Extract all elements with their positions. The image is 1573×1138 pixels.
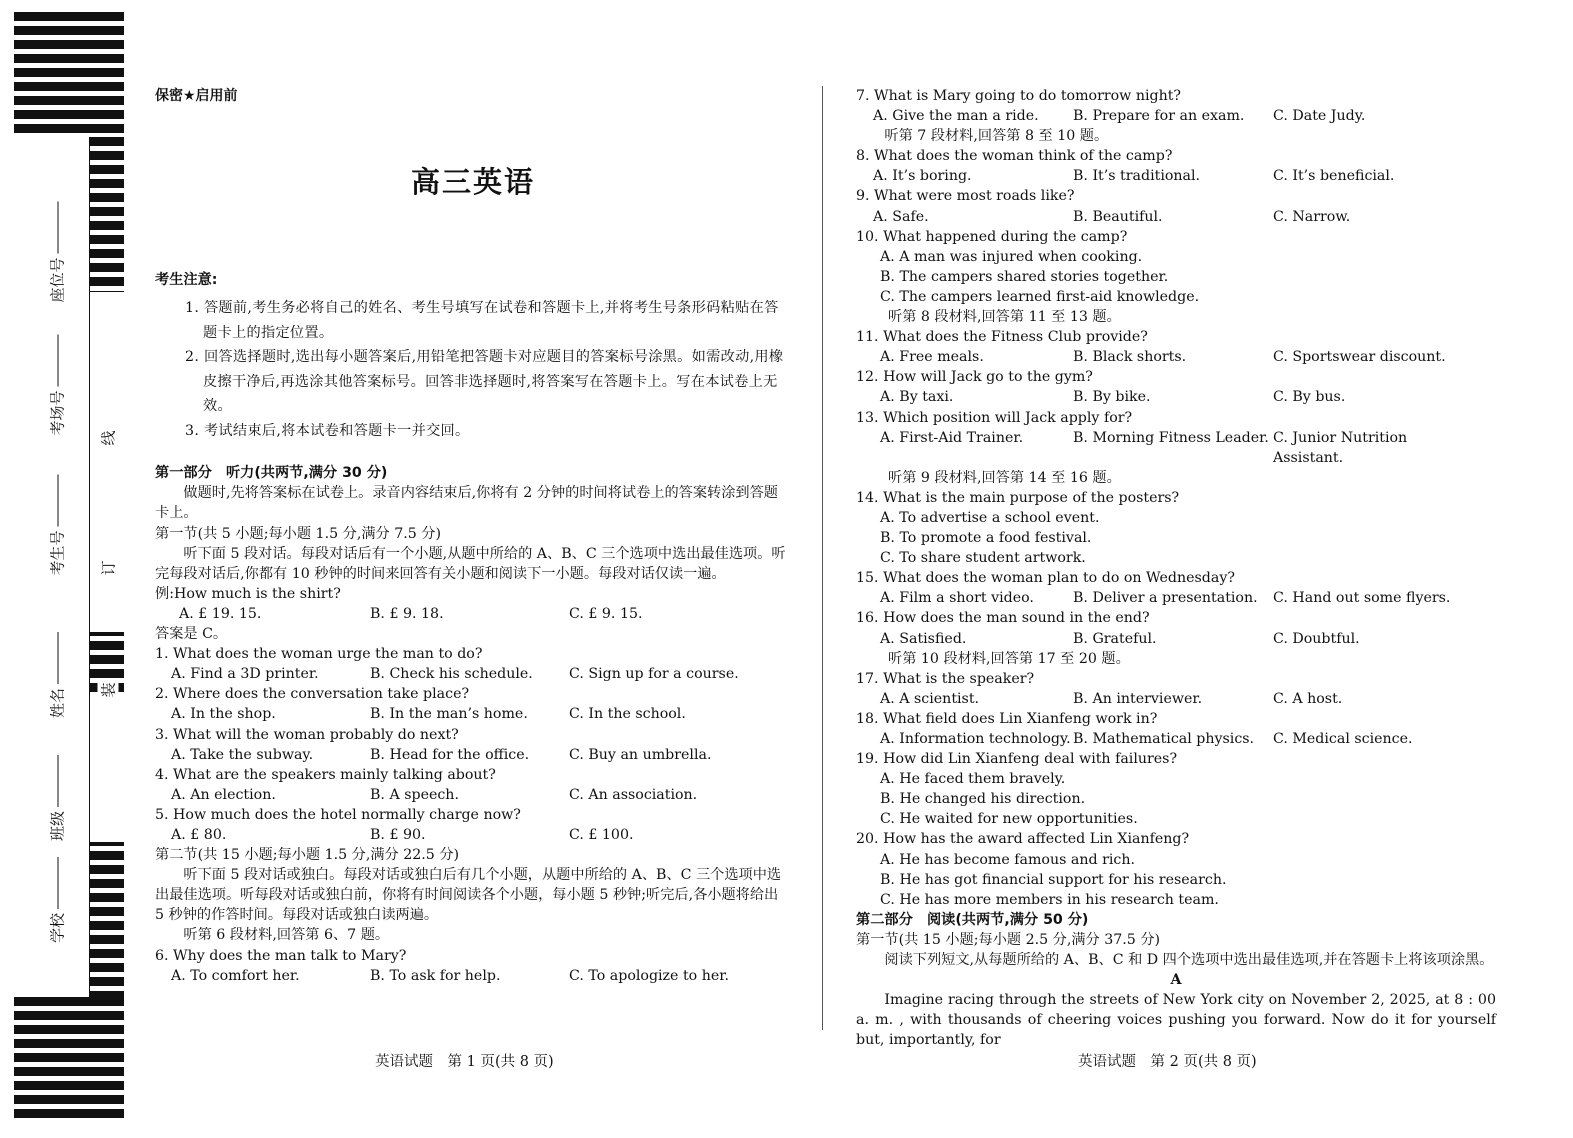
- question-options: [856, 106, 1496, 126]
- option: C. To share student artwork.: [880, 550, 1086, 567]
- question-10: [856, 227, 1496, 307]
- question-text: 11. What does the Fitness Club provide?: [856, 329, 1148, 346]
- section1-intro: 听下面 5 段对话。每段对话后有一个小题,从题中所给的 A、B、C 三个选项中选出最佳选项。听完每段对话后,你都有 10 秒钟的时间来回答有关小题和阅读下一小题。每段对话仅读一遍。: [155, 545, 786, 582]
- option: A. Take the subway.: [171, 746, 314, 763]
- school-label: 学校: [47, 857, 68, 943]
- question-11: [856, 327, 1496, 367]
- option: C. Medical science.: [1273, 731, 1413, 747]
- seat-number-label: 座位号: [47, 201, 68, 302]
- material-9-note: 听第 9 段材料,回答第 14 至 16 题。: [888, 469, 1121, 486]
- question-text: 15. What does the woman plan to do on Wednesday?: [856, 570, 1235, 587]
- question-text: 3. What will the woman probably do next?: [155, 726, 459, 743]
- exam-title: 高三英语: [410, 165, 535, 200]
- passage-label: A: [1170, 972, 1182, 989]
- exam-room-label: 考场号: [47, 334, 68, 435]
- option: B. Head for the office.: [370, 746, 530, 763]
- name-label: 姓名: [47, 632, 68, 718]
- option: B. It’s traditional.: [1073, 168, 1201, 185]
- option: C. Buy an umbrella.: [569, 746, 712, 763]
- option: C. The campers learned first-aid knowledge.: [880, 288, 1200, 305]
- question-text: 5. How much does the hotel normally charge now?: [155, 806, 521, 823]
- question-text: 8. What does the woman think of the camp?: [856, 148, 1173, 165]
- page-2-column: [856, 86, 1496, 1051]
- option: A. Film a short video.: [880, 590, 1034, 607]
- example-answer: 答案是 C。: [155, 626, 228, 643]
- question-12: [856, 367, 1496, 407]
- part2-intro: 阅读下列短文,从每题所给的 A、B、C 和 D 四个选项中选出最佳选项,并在答题卡上将该项涂黑。: [884, 952, 1494, 969]
- option: B. A speech.: [370, 786, 459, 803]
- material-7-note: 听第 7 段材料,回答第 8 至 10 题。: [884, 128, 1109, 145]
- question-text: 17. What is the speaker?: [856, 670, 1035, 687]
- option: A. A man was injured when cooking.: [880, 248, 1143, 265]
- option: A. To comfort her.: [171, 967, 300, 984]
- option: A. Find a 3D printer.: [171, 666, 319, 683]
- question-9: [856, 186, 1496, 226]
- option: B. By bike.: [1073, 389, 1151, 406]
- option: C. To apologize to her.: [569, 967, 729, 984]
- question-options: [155, 704, 791, 724]
- option: B. Morning Fitness Leader.: [1073, 429, 1269, 446]
- question-options: [155, 664, 791, 684]
- question-5: [155, 805, 791, 845]
- option: B. Grateful.: [1073, 630, 1157, 647]
- question-options: [155, 785, 791, 805]
- option: A. He has become famous and rich.: [880, 851, 1135, 868]
- option: A. An election.: [171, 786, 276, 803]
- option: B. In the man’s home.: [370, 706, 528, 723]
- notice-item: 1. 答题前,考生务必将自己的姓名、考生号填写在试卷和答题卡上,并将考生号条形码粘贴在答题卡上的指定位置。: [185, 300, 779, 341]
- question-text: 9. What were most roads like?: [856, 188, 1075, 205]
- material-8-note: 听第 8 段材料,回答第 11 至 13 题。: [888, 309, 1121, 326]
- question-options: [856, 347, 1496, 367]
- cut-mark-fix: 装: [98, 679, 119, 700]
- question-text: 7. What is Mary going to do tomorrow night?: [856, 88, 1182, 104]
- question-options: [856, 729, 1496, 749]
- question-18: [856, 709, 1496, 749]
- question-20: [856, 829, 1496, 909]
- question-16: [856, 608, 1496, 648]
- material-10-note: 听第 10 段材料,回答第 17 至 20 题。: [888, 650, 1130, 667]
- option: B. Mathematical physics.: [1073, 731, 1255, 747]
- question-2: [155, 684, 791, 724]
- candidate-number-label: 考生号: [47, 474, 68, 575]
- example-options: [155, 604, 791, 624]
- option: C. Sportswear discount.: [1273, 349, 1446, 366]
- section2-heading: 第二节(共 15 小题;每小题 1.5 分,满分 22.5 分): [155, 847, 460, 864]
- example-question: 例:How much is the shirt?: [155, 585, 341, 602]
- notice-heading: 考生注意:: [155, 272, 218, 289]
- option: C. £ 100.: [569, 826, 634, 843]
- cut-mark-bind: 订: [98, 557, 119, 578]
- option: B. Black shorts.: [1073, 349, 1187, 366]
- option: A. Give the man a ride.: [873, 108, 1039, 125]
- passage-text: Imagine racing through the streets of New York city on November 2, 2025, at 8 : 00 a. m. , with thousands of cheering voices pushing you forward. Now do it for yourself but, importantly, for: [856, 992, 1496, 1049]
- question-text: 2. Where does the conversation take place?: [155, 686, 470, 703]
- question-3: [155, 725, 791, 765]
- question-text: 12. How will Jack go to the gym?: [856, 369, 1093, 386]
- material-6-note: 听第 6 段材料,回答第 6、7 题。: [183, 927, 390, 944]
- notice-list: [155, 296, 791, 443]
- part1-heading: 第一部分 听力(共两节,满分 30 分): [155, 465, 388, 482]
- option: C. He has more members in his research team.: [880, 891, 1219, 908]
- part2-heading: 第二部分 阅读(共两节,满分 50 分): [856, 911, 1089, 928]
- question-options: [856, 166, 1496, 186]
- option: C. Junior Nutrition Assistant.: [1273, 429, 1408, 466]
- question-4: [155, 765, 791, 805]
- option: A. Free meals.: [880, 349, 984, 366]
- option: A. Safe.: [873, 208, 929, 225]
- notice-item: 3. 考试结束后,将本试卷和答题卡一并交回。: [185, 422, 470, 439]
- question-options: [155, 966, 791, 986]
- question-options: [155, 745, 791, 765]
- option: B. To promote a food festival.: [880, 530, 1092, 547]
- question-text: 18. What field does Lin Xianfeng work in?: [856, 710, 1158, 727]
- part1-intro: 做题时,先将答案标在试卷上。录音内容结束后,你将有 2 分钟的时间将试卷上的答案转涂到答题卡上。: [155, 485, 778, 522]
- page-2-footer: 英语试题 第 2 页(共 8 页): [1078, 1054, 1257, 1070]
- option: B. £ 90.: [370, 826, 426, 843]
- question-text: 20. How has the award affected Lin Xianfeng?: [856, 831, 1190, 848]
- question-options: [856, 207, 1496, 227]
- question-text: 1. What does the woman urge the man to do?: [155, 646, 483, 663]
- option: B. He changed his direction.: [880, 791, 1086, 808]
- option: C. Narrow.: [1273, 208, 1351, 225]
- question-text: 4. What are the speakers mainly talking about?: [155, 766, 496, 783]
- section2-intro: 听下面 5 段对话或独白。每段对话或独白后有几个小题，从题中所给的 A、B、C 三个选项中选出最佳选项。听每段对话或独白前，你将有时间阅读各个小题，每小题 5 秒钟;听完后,各小题将给出 5 秒钟的作答时间。每段对话或独白读两遍。: [155, 867, 782, 924]
- option: A. Information technology.: [880, 731, 1071, 747]
- question-17: [856, 669, 1496, 709]
- question-19: [856, 749, 1496, 829]
- option: A. £ 80.: [171, 826, 227, 843]
- question-options: [155, 825, 791, 845]
- option: C. A host.: [1273, 690, 1343, 707]
- option: B. The campers shared stories together.: [880, 268, 1169, 285]
- class-label: 班级: [47, 755, 68, 841]
- question-text: 14. What is the main purpose of the posters?: [856, 489, 1180, 506]
- part2-section1-heading: 第一节(共 15 小题;每小题 2.5 分,满分 37.5 分): [856, 931, 1161, 948]
- question-15: [856, 568, 1496, 608]
- question-1: [155, 644, 791, 684]
- column-divider: [822, 86, 823, 1030]
- option: C. Date Judy.: [1273, 108, 1366, 125]
- question-7: [856, 86, 1496, 126]
- question-options: [856, 689, 1496, 709]
- binding-stripe-top: [14, 12, 124, 137]
- option: A. By taxi.: [880, 389, 954, 406]
- option: B. Prepare for an exam.: [1073, 108, 1245, 125]
- option: A. He faced them bravely.: [880, 771, 1066, 788]
- option: B. Beautiful.: [1073, 208, 1163, 225]
- option: A. To advertise a school event.: [880, 509, 1100, 526]
- question-text: 19. How did Lin Xianfeng deal with failures?: [856, 751, 1178, 768]
- option: A. £ 19. 15.: [179, 605, 262, 622]
- option: C. Sign up for a course.: [569, 666, 739, 683]
- question-text: 6. Why does the man talk to Mary?: [155, 947, 407, 964]
- question-text: 10. What happened during the camp?: [856, 228, 1128, 245]
- question-13: [856, 408, 1496, 468]
- option: B. Check his schedule.: [370, 666, 533, 683]
- option: A. A scientist.: [880, 690, 980, 707]
- page-1-column: [155, 86, 791, 986]
- option: A. First-Aid Trainer.: [880, 429, 1024, 446]
- option: B. Deliver a presentation.: [1073, 590, 1258, 607]
- cut-mark-line: 线: [98, 427, 119, 448]
- option: C. In the school.: [569, 706, 686, 723]
- question-6: [155, 946, 791, 986]
- binding-stripe-bottom: [14, 997, 124, 1123]
- question-text: 16. How does the man sound in the end?: [856, 610, 1150, 627]
- option: A. Satisfied.: [880, 630, 967, 647]
- option: C. Hand out some flyers.: [1273, 590, 1451, 607]
- question-14: [856, 488, 1496, 568]
- option: B. He has got financial support for his research.: [880, 871, 1227, 888]
- question-options: [856, 387, 1496, 407]
- confidential-mark: 保密★启用前: [155, 88, 238, 104]
- option: C. £ 9. 15.: [569, 605, 643, 622]
- option: C. Doubtful.: [1273, 630, 1360, 647]
- option: C. He waited for new opportunities.: [880, 811, 1138, 828]
- option: B. To ask for help.: [370, 967, 501, 984]
- option: A. In the shop.: [171, 706, 276, 723]
- question-options: [856, 588, 1496, 608]
- option: C. It’s beneficial.: [1273, 168, 1395, 185]
- notice-item: 2. 回答选择题时,选出每小题答案后,用铅笔把答题卡对应题目的答案标号涂黑。如需改动,用橡皮擦干净后,再选涂其他答案标号。回答非选择题时,将答案写在答题卡上。写在本试卷上无效。: [185, 349, 784, 415]
- option: C. An association.: [569, 786, 698, 803]
- question-options: [856, 629, 1496, 649]
- question-8: [856, 146, 1496, 186]
- option: B. An interviewer.: [1073, 690, 1203, 707]
- page-1-footer: 英语试题 第 1 页(共 8 页): [375, 1054, 554, 1070]
- option: A. It’s boring.: [873, 168, 972, 185]
- option: B. £ 9. 18.: [370, 605, 444, 622]
- question-options: [856, 428, 1496, 468]
- option: C. By bus.: [1273, 389, 1346, 406]
- section1-heading: 第一节(共 5 小题;每小题 1.5 分,满分 7.5 分): [155, 525, 442, 542]
- question-text: 13. Which position will Jack apply for?: [856, 409, 1133, 426]
